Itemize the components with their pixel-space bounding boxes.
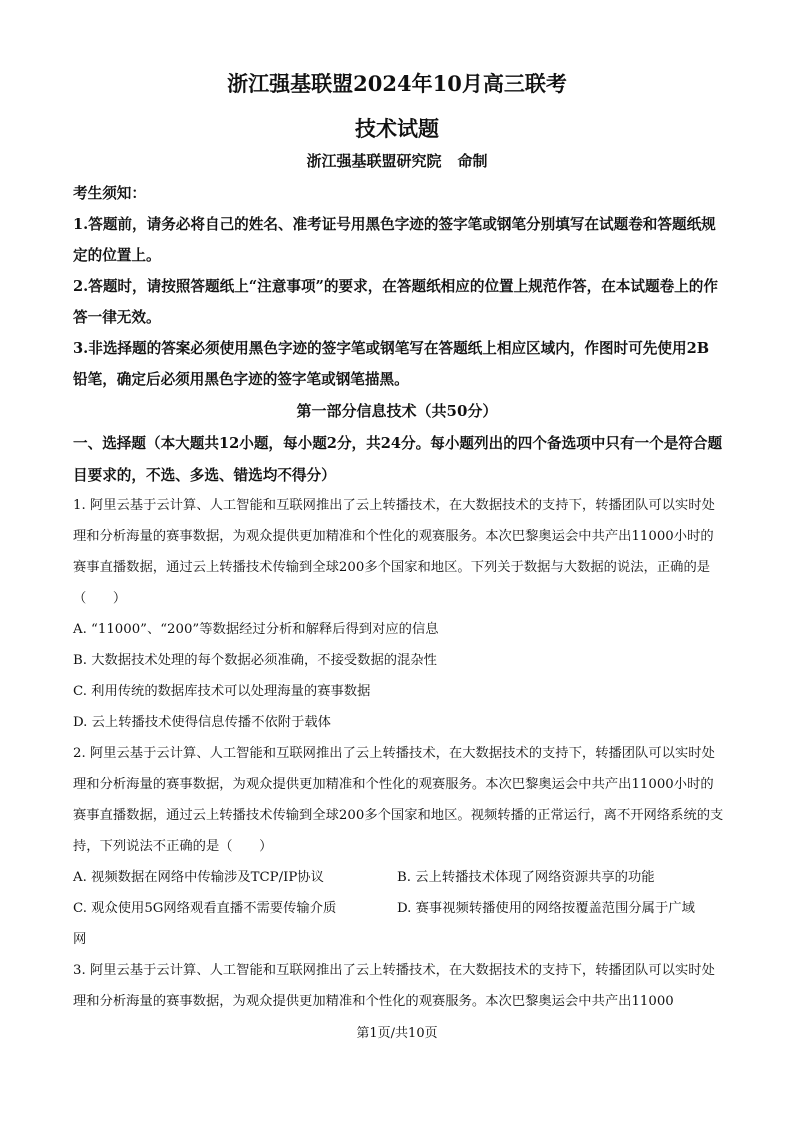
exam-title: 浙江强基联盟2024年10月高三联考 xyxy=(227,71,567,96)
author-line xyxy=(0,150,794,171)
question-2-stem: 2. 阿里云基于云计算、人工智能和互联网推出了云上转播技术，在大数据技术的支持下，转播团队可以实时处理和分析海量的赛事数据，为观众提供更加精准和个性化的观赛服务。本次巴黎奥运会中共产出11000小时的赛事直播数据，通过云上转播技术传输到全球200多个国家和地区。视频转播的正常运行，离不开网络系统的支持，下列说法不正确的是（ ） xyxy=(73,746,724,854)
question-1-option-a: A. “11000”、“200”等数据经过分析和解释后得到对应的信息 xyxy=(73,622,439,637)
subject-title: 技术试题 xyxy=(355,116,439,141)
question-2 xyxy=(73,738,725,955)
question-2-options-row-2 xyxy=(73,893,725,924)
question-1-option-b: B. 大数据技术处理的每个数据必须准确，不接受数据的混杂性 xyxy=(73,653,437,668)
section-instructions: 一、选择题（本大题共12小题，每小题2分，共24分。每小题列出的四个备选项中只有一个是符合题目要求的，不选、多选、错选均不得分） xyxy=(73,435,723,484)
notice-item-3: 3.非选择题的答案必须使用黑色字迹的签字笔或钢笔写在答题纸上相应区域内，作图时可先使用2B铅笔，确定后必须用黑色字迹的签字笔或钢笔描黑。 xyxy=(73,340,710,388)
notice-item-2: 2.答题时，请按照答题纸上“注意事项”的要求，在答题纸相应的位置上规范作答，在本试题卷上的作答一律无效。 xyxy=(73,278,718,326)
question-2-option-a: A. 视频数据在网络中传输涉及TCP/IP协议 xyxy=(73,870,324,885)
section-title: 第一部分信息技术（共50分） xyxy=(296,402,498,420)
question-1-option-d: D. 云上转播技术使得信息传播不依附于载体 xyxy=(73,715,331,730)
question-2-option-c: C. 观众使用5G网络观看直播不需要传输介质 xyxy=(73,901,337,916)
question-3 xyxy=(73,955,725,1017)
notice-heading: 考生须知： xyxy=(73,185,146,202)
notice-block xyxy=(73,178,723,395)
question-2-option-d: D. 赛事视频转播使用的网络按覆盖范围分属于广域 xyxy=(397,901,695,916)
question-1 xyxy=(73,490,725,738)
question-1-stem: 1. 阿里云基于云计算、人工智能和互联网推出了云上转播技术，在大数据技术的支持下，转播团队可以实时处理和分析海量的赛事数据，为观众提供更加精准和个性化的观赛服务。本次巴黎奥运会中共产出11000小时的赛事直播数据，通过云上转播技术传输到全球200多个国家和地区。下列关于数据与大数据的说法，正确的是（ ） xyxy=(73,498,715,606)
page-number: 第1页/共10页 xyxy=(356,1026,438,1041)
question-1-option-c: C. 利用传统的数据库技术可以处理海量的赛事数据 xyxy=(73,684,371,699)
question-2-option-b: B. 云上转播技术体现了网络资源共享的功能 xyxy=(397,870,655,885)
notice-item-1: 1.答题前，请务必将自己的姓名、准考证号用黑色字迹的签字笔或钢笔分别填写在试题卷和答题纸规定的位置上。 xyxy=(73,216,716,264)
question-2-option-d-tail: 网 xyxy=(73,932,87,947)
authored-label: 命制 xyxy=(457,152,488,170)
question-3-stem: 3. 阿里云基于云计算、人工智能和互联网推出了云上转播技术，在大数据技术的支持下，转播团队可以实时处理和分析海量的赛事数据，为观众提供更加精准和个性化的观赛服务。本次巴黎奥运会中共产出11000 xyxy=(73,963,715,1009)
author-org: 浙江强基联盟研究院 xyxy=(306,152,442,170)
question-2-options-row-1 xyxy=(73,862,725,893)
